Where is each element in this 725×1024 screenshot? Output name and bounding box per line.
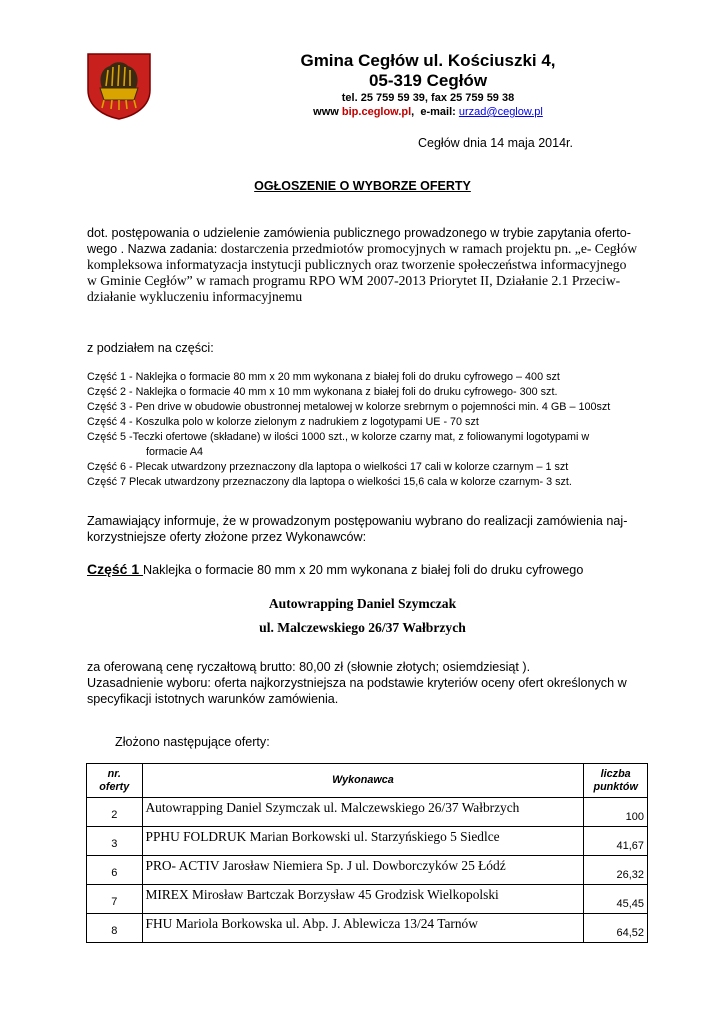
list-item: Część 3 - Pen drive w obudowie obustronnej metalowej w kolorze srebrnym o pojemności min. 4 GB – 100szt: [87, 401, 611, 413]
price-justification: [87, 659, 687, 707]
intro-line-4: w Gminie Cegłów” w ramach programu RPO WM 2007-2013 Priorytet II, Działanie 2.1 Przeciw-: [87, 273, 621, 288]
justification-line-1: Uzasadnienie wyboru: oferta najkorzystniejsza na podstawie kryteriów oceny ofert określonych w: [87, 676, 627, 690]
municipality-title: Gmina Cegłów ul. Kościuszki 4,: [300, 51, 556, 70]
intro-task-label: wego . Nazwa zadania:: [87, 242, 221, 256]
header-points: liczba punktów: [584, 764, 648, 798]
contractor-name: FHU Mariola Borkowska ul. Abp. J. Ablewicza 13/24 Tarnów: [142, 914, 584, 943]
list-item: Część 7 Plecak utwardzony przeznaczony dla laptopa o wielkości 15,6 cala w kolorze czarnym- 3 szt.: [87, 476, 572, 488]
table-header-row: [87, 764, 648, 798]
coat-of-arms-logo: [84, 52, 154, 120]
separator: ,: [411, 106, 415, 118]
contractor-name: MIREX Mirosław Bartczak Borzysław 45 Grodzisk Wielkopolski: [142, 885, 584, 914]
info-line-1: Zamawiający informuje, że w prowadzonym postępowaniu wybrano do realizacji zamówienia naj-: [87, 514, 628, 528]
intro-line-1: dot. postępowania o udzielenie zamówienia publicznego prowadzonego w trybie zapytania oferto-: [87, 226, 631, 240]
procurement-description: [87, 225, 673, 305]
offer-number: 7: [87, 885, 143, 914]
table-row: [87, 856, 648, 885]
offer-number: 8: [87, 914, 143, 943]
phone-fax: tel. 25 759 59 39, fax 25 759 59 38: [341, 92, 515, 104]
list-item: Część 1 - Naklejka o formacie 80 mm x 20 mm wykonana z białej foli do druku cyfrowego – 400 szt: [87, 371, 560, 383]
offer-number: 3: [87, 827, 143, 856]
email-label: e-mail:: [420, 106, 456, 118]
offer-number: 6: [87, 856, 143, 885]
selection-info: [87, 513, 667, 545]
email-link[interactable]: urzad@ceglow.pl: [458, 106, 543, 118]
intro-task-name: dostarczenia przedmiotów promocyjnych w ramach projektu pn. „e- Cegłów: [220, 241, 638, 256]
contractor-name: Autowrapping Daniel Szymczak ul. Malczewskiego 26/37 Wałbrzych: [142, 798, 584, 827]
list-item: Część 2 - Naklejka o formacie 40 mm x 10 mm wykonana z białej foli do druku cyfrowego- 300 szt.: [87, 386, 558, 398]
offers-intro: Złożono następujące oferty:: [115, 735, 270, 749]
parts-list: [87, 370, 687, 490]
list-item: formacie A4: [146, 446, 204, 458]
selected-part: [87, 561, 583, 577]
offer-points: 64,52: [584, 914, 648, 943]
intro-line-2: [87, 241, 673, 257]
intro-line-5: działanie wykluczeniu informacyjnemu: [87, 289, 303, 304]
table-row: [87, 885, 648, 914]
parts-intro: z podziałem na części:: [87, 341, 214, 355]
municipality-postcode: 05-319 Cegłów: [368, 71, 488, 90]
list-item: Część 6 - Plecak utwardzony przeznaczony dla laptopa o wielkości 17 cali w kolorze czarnym – 1 szt: [87, 461, 569, 473]
offers-table: [86, 763, 648, 943]
selected-part-label: Część 1: [87, 561, 144, 577]
offer-points: 45,45: [584, 885, 648, 914]
winner-address: ul. Malczewskiego 26/37 Wałbrzych: [259, 620, 466, 635]
offer-points: 100: [584, 798, 648, 827]
www-link[interactable]: bip.ceglow.pl: [341, 106, 412, 118]
announcement-heading: OGŁOSZENIE O WYBORZE OFERTY: [254, 179, 471, 193]
justification-line-2: specyfikacji istotnych warunków zamówienia.: [87, 692, 339, 706]
table-row: [87, 798, 648, 827]
contractor-name: PPHU FOLDRUK Marian Borkowski ul. Starzyńskiego 5 Siedlce: [142, 827, 584, 856]
offer-points: 41,67: [584, 827, 648, 856]
winner-name: Autowrapping Daniel Szymczak: [268, 596, 457, 611]
list-item: Część 5 -Teczki ofertowe (składane) w ilości 1000 szt., w kolorze czarny mat, z foliowanymi logotypami w: [87, 431, 590, 443]
contact-line: [228, 105, 628, 119]
list-item: Część 4 - Koszulka polo w kolorze zielonym z nadrukiem z logotypami UE - 70 szt: [87, 416, 479, 428]
document-date: Cegłów dnia 14 maja 2014r.: [418, 136, 573, 150]
table-row: [87, 914, 648, 943]
header-offer-number: nr. oferty: [87, 764, 143, 798]
table-row: [87, 827, 648, 856]
www-label: www: [313, 106, 339, 118]
price-line: za oferowaną cenę ryczałtową brutto: 80,00 zł (słownie złotych; osiemdziesiąt ).: [87, 660, 531, 674]
offer-points: 26,32: [584, 856, 648, 885]
contractor-name: PRO- ACTIV Jarosław Niemiera Sp. J ul. Dowborczyków 25 Łódź: [142, 856, 584, 885]
offer-number: 2: [87, 798, 143, 827]
info-line-2: korzystniejsze oferty złożone przez Wykonawców:: [87, 530, 367, 544]
header-contractor: Wykonawca: [142, 764, 584, 798]
intro-line-3: kompleksowa informatyzacja instytucji publicznych oraz tworzenie społeczeństwa informacyjnego: [87, 257, 627, 272]
selected-part-description: Naklejka o formacie 80 mm x 20 mm wykonana z białej foli do druku cyfrowego: [143, 563, 584, 577]
